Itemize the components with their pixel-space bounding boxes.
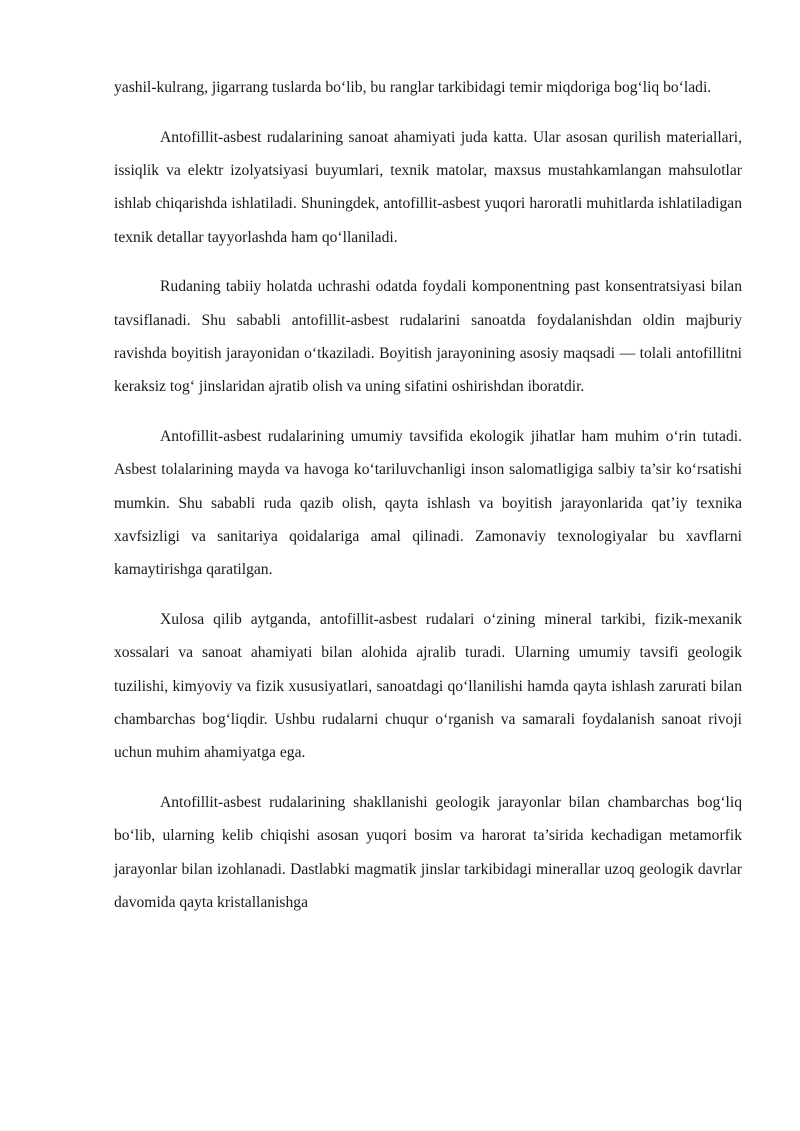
paragraph-4: Antofillit-asbest rudalarining umumiy tavsifida ekologik jihatlar ham muhim o‘rin tutadi. Asbest tolalarining mayda va havoga ko‘tariluvchanligi inson salomatligiga salbiy ta’sir ko‘rsatishi mumkin. Shu sababli ruda qazib olish, qayta ishlash va boyitish jarayonlarida qat’iy texnika xavfsizligi va sanitariya qoidalariga amal qilinadi. Zamonaviy texnologiyalar bu xavflarni kamaytirishga qaratilgan.: [114, 428, 742, 579]
paragraph-6: Antofillit-asbest rudalarining shakllanishi geologik jarayonlar bilan chambarchas bog‘liq bo‘lib, ularning kelib chiqishi asosan yuqori bosim va harorat ta’sirida kechadigan metamorfik jarayonlar bilan izohlanadi. Dastlabki magmatik jinslar tarkibidagi minerallar uzoq geologik davrlar davomida qayta kristallanishga: [114, 794, 742, 912]
paragraph-2: Antofillit-asbest rudalarining sanoat ahamiyati juda katta. Ular asosan qurilish materiallari, issiqlik va elektr izolyatsiyasi buyumlari, texnik matolar, maxsus mustahkamlangan mahsulotlar ishlab chiqarishda ishlatiladi. Shuningdek, antofillit-asbest yuqori haroratli muhitlarda ishlatiladigan texnik detallar tayyorlashda ham qo‘llaniladi.: [114, 128, 742, 246]
paragraph-3: Rudaning tabiiy holatda uchrashi odatda foydali komponentning past konsentratsiyasi bilan tavsiflanadi. Shu sababli antofillit-asbest rudalarini sanoatda foydalanishdan oldin majburiy ravishda boyitish jarayonidan o‘tkaziladi. Boyitish jarayonining asosiy maqsadi — tolali antofillitni keraksiz tog‘ jinslaridan ajratib olish va uning sifatini oshirishdan iboratdir.: [114, 278, 742, 396]
document-page: [114, 71, 742, 936]
paragraph-1: yashil-kulrang, jigarrang tuslarda bo‘lib, bu ranglar tarkibidagi temir miqdoriga bog‘liq bo‘ladi.: [114, 79, 712, 96]
paragraph-5: Xulosa qilib aytganda, antofillit-asbest rudalari o‘zining mineral tarkibi, fizik-mexanik xossalari va sanoat ahamiyati bilan alohida ajralib turadi. Ularning umumiy tavsifi geologik tuzilishi, kimyoviy va fizik xususiyatlari, sanoatdagi qo‘llanilishi hamda qayta ishlash zarurati bilan chambarchas bog‘liqdir. Ushbu rudalarni chuqur o‘rganish va samarali foydalanish sanoat rivoji uchun muhim ahamiyatga ega.: [114, 611, 742, 762]
